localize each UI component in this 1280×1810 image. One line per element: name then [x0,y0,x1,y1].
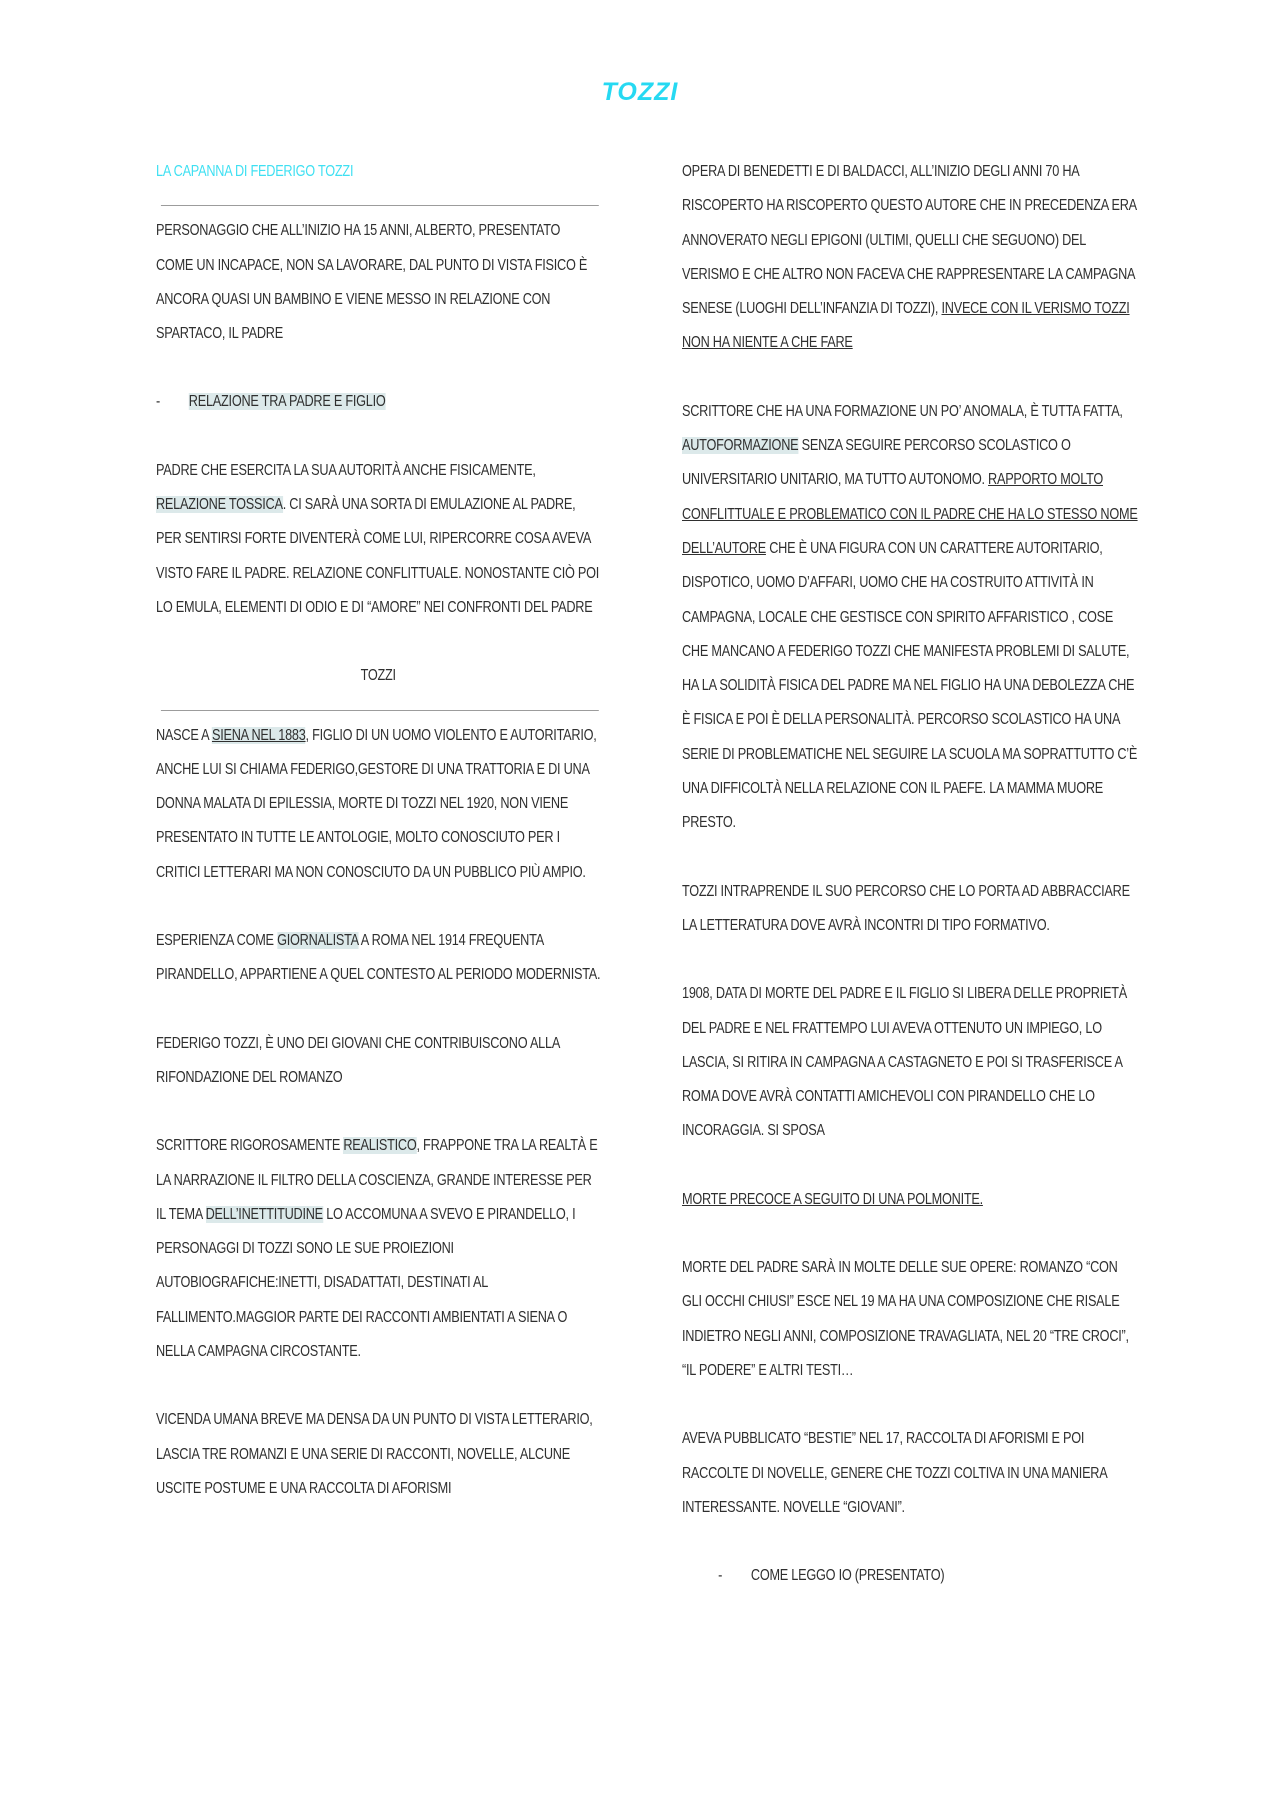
paragraph: VICENDA UMANA BREVE MA DENSA DA UN PUNTO DI VISTA LETTERARIO, LASCIA TRE ROMANZI E UNA SERIE DI RACCONTI, NOVELLE, ALCUNE USCITE POSTUME E UNA RACCOLTA DI AFORISMI [156,1411,593,1497]
highlighted-text: SIENA NEL 1883 [211,726,306,744]
paragraph: MORTE DEL PADRE SARÀ IN MOLTE DELLE SUE OPERE: ROMANZO “CON GLI OCCHI CHIUSI” ESCE NEL 19 MA HA UNA COMPOSIZIONE CHE RISALE INDIETRO NEGLI ANNI, COMPOSIZIONE TRAVAGLIATA, NEL 20 “TRE CROCI”, “IL PODERE” E ALTRI TESTI… [682,1259,1129,1379]
section-title-la-capanna: LA CAPANNA DI FEDERIGO TOZZI [156,163,354,180]
paragraph: SCRITTORE RIGOROSAMENTE REALISTICO, FRAPPONE TRA LA REALTÀ E LA NARRAZIONE IL FILTRO DELLA COSCIENZA, GRANDE INTERESSE PER IL TEMA DELL’INETTITUDINE LO ACCOMUNA A SVEVO E PIRANDELLO, I PERSONAGGI DI TOZZI SONO LE SUE PROIEZIONI AUTOBIOGRAFICHE:INETTI, DISADATTATI, DESTINATI AL FALLIMENTO.MAGGIOR PARTE DEI RACCONTI AMBIENTATI A SIENA O NELLA CAMPAGNA CIRCOSTANTE. [156,1137,598,1361]
paragraph: NASCE A SIENA NEL 1883, FIGLIO DI UN UOMO VIOLENTO E AUTORITARIO, ANCHE LUI SI CHIAMA FEDERIGO,GESTORE DI UNA TRATTORIA E DI UNA DONNA MALATA DI EPILESSIA, MORTE DI TOZZI NEL 1920, NON VIENE PRESENTATO IN TUTTE LE ANTOLOGIE, MOLTO CONOSCIUTO PER I CRITICI LETTERARI MA NON CONOSCIUTO DA UN PUBBLICO PIÙ AMPIO. [156,726,597,881]
paragraph: AVEVA PUBBLICATO “BESTIE” NEL 17, RACCOLTA DI AFORISMI E POI RACCOLTE DI NOVELLE, GENERE CHE TOZZI COLTIVA IN UNA MANIERA INTERESSANTE. NOVELLE “GIOVANI”. [682,1430,1107,1516]
bullet-dash: - [156,393,160,411]
paragraph: ESPERIENZA COME GIORNALISTA A ROMA NEL 1914 FREQUENTA PIRANDELLO, APPARTIENE A QUEL CONTESTO AL PERIODO MODERNISTA. [156,932,601,984]
divider-rule [161,205,599,206]
paragraph: FEDERIGO TOZZI, È UNO DEI GIOVANI CHE CONTRIBUISCONO ALLA RIFONDAZIONE DEL ROMANZO [156,1034,560,1086]
paragraph: 1908, DATA DI MORTE DEL PADRE E IL FIGLIO SI LIBERA DELLE PROPRIETÀ DEL PADRE E NEL FRATTEMPO LUI AVEVA OTTENUTO UN IMPIEGO, LO LASCIA, SI RITIRA IN CAMPAGNA A CASTAGNETO E POI SI TRASFERISCE A ROMA DOVE AVRÀ CONTATTI AMICHEVOLI CON PIRANDELLO CHE LO INCORAGGIA. SI SPOSA [682,985,1128,1140]
left-column [156,155,600,1506]
section-subtitle-tozzi: TOZZI [360,667,396,685]
paragraph: TOZZI INTRAPRENDE IL SUO PERCORSO CHE LO PORTA AD ABBRACCIARE LA LETTERATURA DOVE AVRÀ INCONTRI DI TIPO FORMATIVO. [682,882,1130,934]
paragraph: PERSONAGGIO CHE ALL’INIZIO HA 15 ANNI, ALBERTO, PRESENTATO COME UN INCAPACE, NON SA LAVORARE, DAL PUNTO DI VISTA FISICO È ANCORA QUASI UN BAMBINO E VIENE MESSO IN RELAZIONE CON SPARTACO, IL PADRE [156,222,588,343]
highlighted-text: RELAZIONE TRA PADRE E FIGLIO [188,393,386,411]
page-title: TOZZI [601,78,679,106]
paragraph: PADRE CHE ESERCITA LA SUA AUTORITÀ ANCHE FISICAMENTE, RELAZIONE TOSSICA. CI SARÀ UNA SORTA DI EMULAZIONE AL PADRE, PER SENTIRSI FORTE DIVENTERÀ COME LUI, RIPERCORRE COSA AVEVA VISTO FARE IL PADRE. RELAZIONE CONFLITTUALE. NONOSTANTE CIÒ POI LO EMULA, ELEMENTI DI ODIO E DI “AMORE” NEI CONFRONTI DEL PADRE [156,461,600,616]
highlighted-text: AUTOFORMAZIONE [682,437,799,455]
divider-rule [161,710,599,711]
bullet-item [156,385,600,419]
highlighted-text: GIORNALISTA [277,932,359,950]
bullet-item [718,1559,1138,1593]
underlined-text: RAPPORTO MOLTO CONFLITTUALE E PROBLEMATICO CON IL PADRE CHE HA LO STESSO NOME DELL’AUTORE [682,471,1138,557]
highlighted-text: DELL’INETTITUDINE [205,1205,323,1223]
bullet-dash: - [718,1567,723,1585]
highlighted-text: RELAZIONE TOSSICA [156,496,283,514]
underlined-text: INVECE CON IL VERISMO TOZZI NON HA NIENTE A CHE FARE [682,300,1130,352]
paragraph: SCRITTORE CHE HA UNA FORMAZIONE UN PO’ ANOMALA, È TUTTA FATTA, AUTOFORMAZIONE SENZA SEGUIRE PERCORSO SCOLASTICO O UNIVERSITARIO UNITARIO, MA TUTTO AUTONOMO. RAPPORTO MOLTO CONFLITTUALE E PROBLEMATICO CON IL PADRE CHE HA LO STESSO NOME DELL’AUTORE CHE È UNA FIGURA CON UN CARATTERE AUTORITARIO, DISPOTICO, UOMO D’AFFARI, UOMO CHE HA COSTRUITO ATTIVITÀ IN CAMPAGNA, LOCALE CHE GESTISCE CON SPIRITO AFFARISTICO , COSE CHE MANCANO A FEDERIGO TOZZI CHE MANIFESTA PROBLEMI DI SALUTE, HA LA SOLIDITÀ FISICA DEL PADRE MA NEL FIGLIO HA UNA DEBOLEZZA CHE È FISICA E POI È DELLA PERSONALITÀ. PERCORSO SCOLASTICO HA UNA SERIE DI PROBLEMATICHE NEL SEGUIRE LA SCUOLA MA SOPRATTUTTO C’È UNA DIFFICOLTÀ NELLA RELAZIONE CON IL PAEFE. LA MAMMA MUORE PRESTO. [682,402,1138,832]
right-column [682,155,1138,1593]
highlighted-text: REALISTICO [343,1137,417,1155]
paragraph: OPERA DI BENEDETTI E DI BALDACCI, ALL’INIZIO DEGLI ANNI 70 HA RISCOPERTO HA RISCOPERTO QUESTO AUTORE CHE IN PRECEDENZA ERA ANNOVERATO NEGLI EPIGONI (ULTIMI, QUELLI CHE SEGUONO) DEL VERISMO E CHE ALTRO NON FACEVA CHE RAPPRESENTARE LA CAMPAGNA SENESE (LUOGHI DELL’INFANZIA DI TOZZI), INVECE CON IL VERISMO TOZZI NON HA NIENTE A CHE FARE [682,163,1137,352]
underlined-text: MORTE PRECOCE A SEGUITO DI UNA POLMONITE. [682,1190,983,1208]
bullet-text: COME LEGGO IO (PRESENTATO) [750,1567,945,1585]
